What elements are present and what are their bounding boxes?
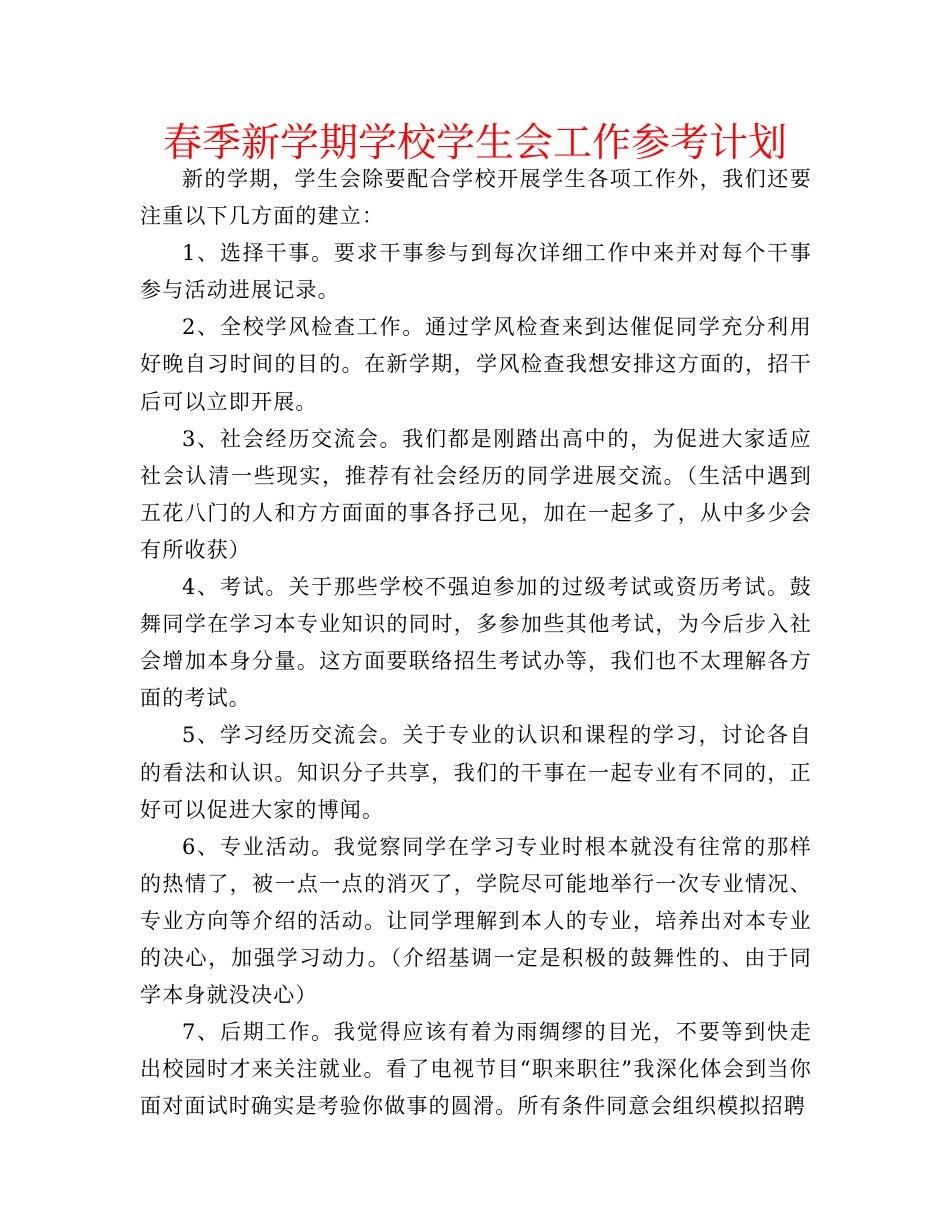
paragraph-item-1: 1、选择干事。要求干事参与到每次详细工作中来并对每个干事参与活动进展记录。 xyxy=(140,241,812,303)
document-title: 春季新学期学校学生会工作参考计划 xyxy=(162,121,787,166)
document-body xyxy=(140,161,812,1125)
paragraph-intro: 新的学期，学生会除要配合学校开展学生各项工作外，我们还要注重以下几方面的建立： xyxy=(140,167,812,229)
paragraph-item-3: 3、社会经历交流会。我们都是刚踏出高中的，为促进大家适应社会认清一些现实，推荐有社会经历的同学进展交流。（生活中遇到五花八门的人和方方面面的事各抒己见，加在一起多了，从中多少会有所收获） xyxy=(140,426,812,562)
paragraph-item-4: 4、考试。关于那些学校不强迫参加的过级考试或资历考试。鼓舞同学在学习本专业知识的同时，多参加些其他考试，为今后步入社会增加本身分量。这方面要联络招生考试办等，我们也不太理解各方面的考试。 xyxy=(140,575,812,711)
paragraph-item-5: 5、学习经历交流会。关于专业的认识和课程的学习，讨论各自的看法和认识。知识分子共享，我们的干事在一起专业有不同的，正好可以促进大家的博闻。 xyxy=(140,723,812,822)
paragraph-item-6: 6、专业活动。我觉察同学在学习专业时根本就没有往常的那样的热情了，被一点一点的消灭了，学院尽可能地举行一次专业情况、专业方向等介绍的活动。让同学理解到本人的专业，培养出对本专业的决心，加强学习动力。（介绍基调一定是积极的鼓舞性的、由于同学本身就没决心） xyxy=(140,834,812,1008)
paragraph-item-2: 2、全校学风检查工作。通过学风检查来到达催促同学充分利用好晚自习时间的目的。在新学期，学风检查我想安排这方面的，招干后可以立即开展。 xyxy=(140,315,812,414)
paragraph-item-7: 7、后期工作。我觉得应该有着为雨绸缪的目光，不要等到快走出校园时才来关注就业。看了电视节目“职来职往”我深化体会到当你面对面试时确实是考验你做事的圆滑。所有条件同意会组织模拟招聘 xyxy=(140,1020,812,1119)
